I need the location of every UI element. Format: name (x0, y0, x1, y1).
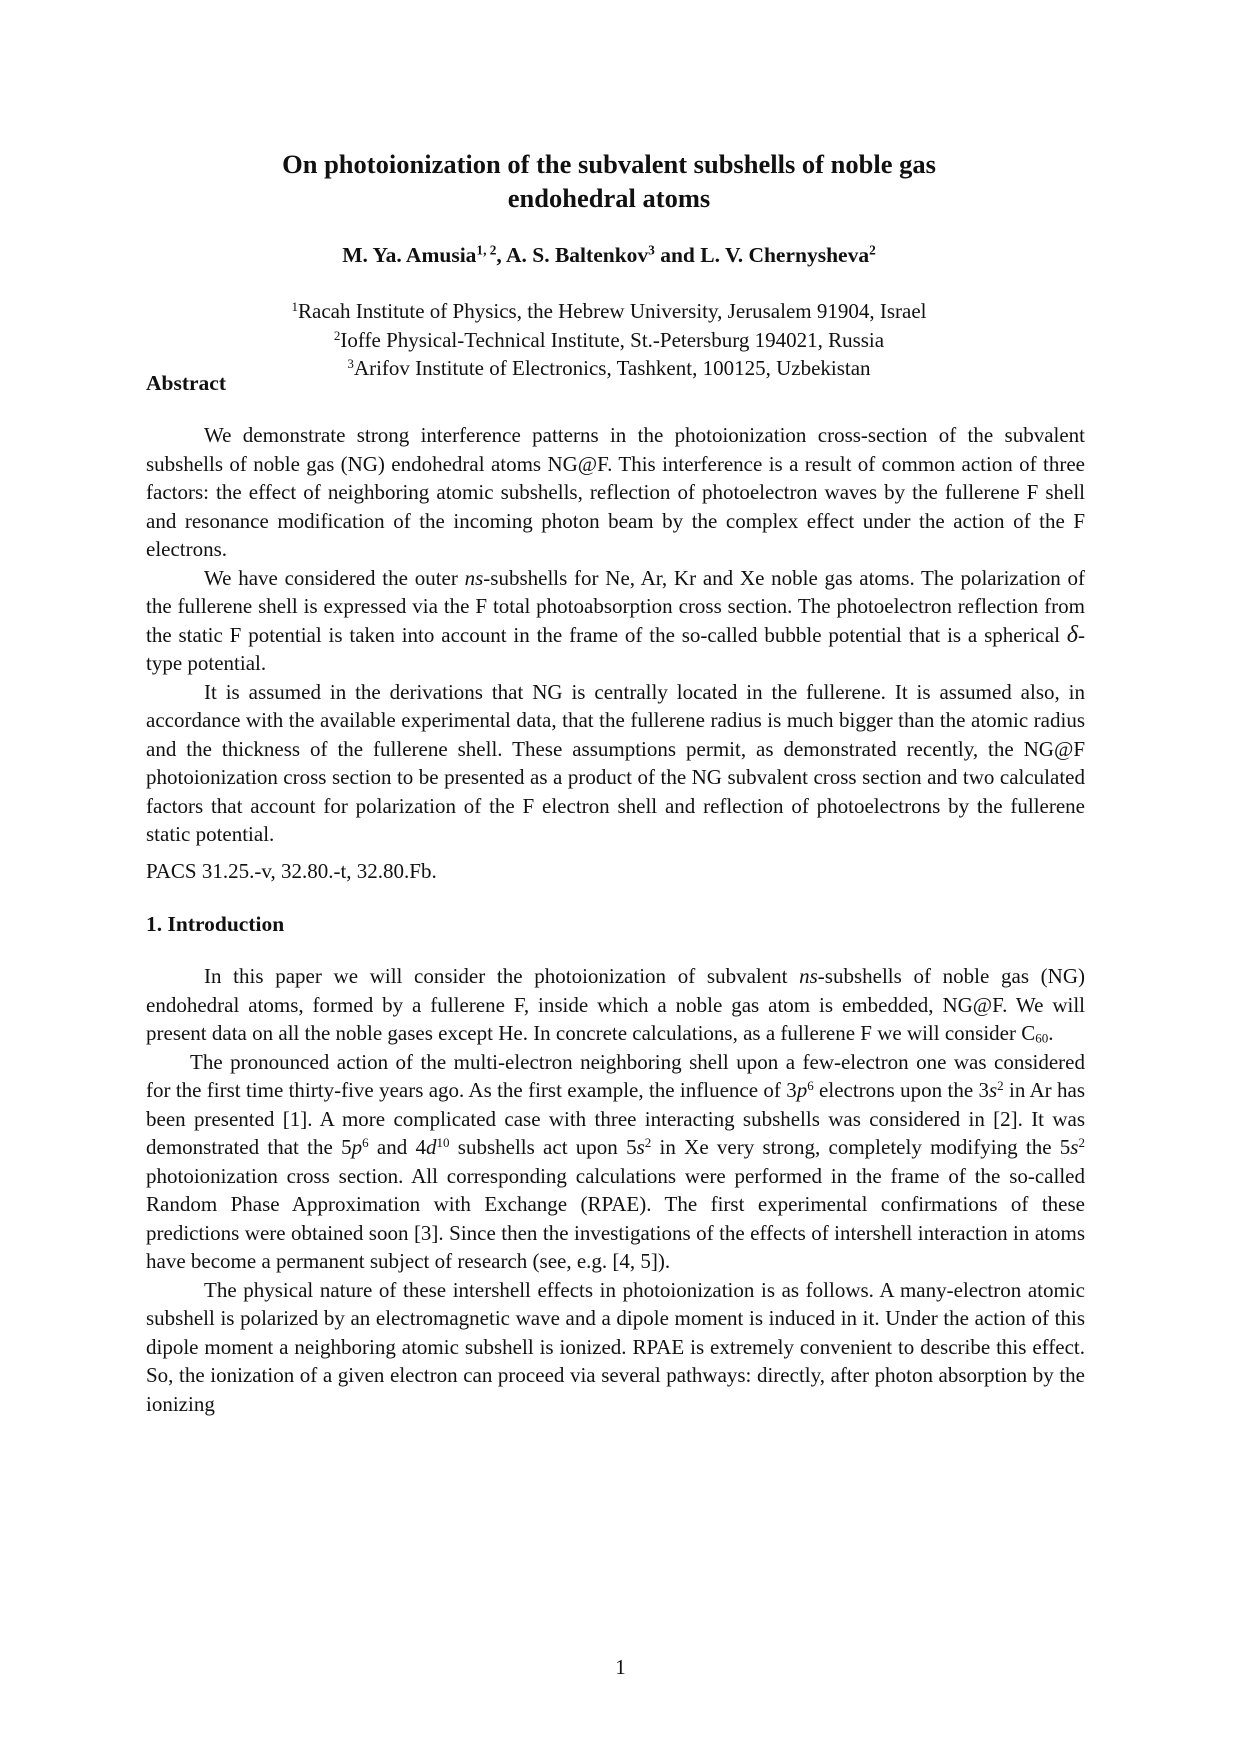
pacs-codes: PACS 31.25.-v, 32.80.-t, 32.80.Fb. (146, 859, 437, 883)
text-run-italic: s (636, 1135, 645, 1159)
superscript: 2 (644, 1134, 652, 1150)
page-number: 1 (615, 1655, 626, 1679)
intro-paragraph-2 (146, 1048, 1085, 1276)
text-run-italic: d (425, 1135, 437, 1159)
delta-symbol: δ (1066, 620, 1078, 648)
text-run: in Xe very strong, completely modifying the 5 (651, 1135, 1071, 1159)
text-run-italic: ns (464, 565, 484, 590)
text-run-italic: ns (799, 964, 818, 988)
affiliation-marker: 3 (347, 355, 354, 371)
author-affil-marker: 3 (648, 242, 655, 258)
introduction-body (146, 962, 1085, 1418)
superscript: 2 (1078, 1134, 1085, 1150)
text-run: We have considered the outer (204, 565, 465, 590)
author-affil-marker: 2 (869, 242, 876, 258)
author-baltenkov: , A. S. Baltenkov (496, 243, 649, 267)
superscript: 2 (997, 1077, 1004, 1093)
title-line-2: endohedral atoms (507, 183, 711, 213)
text-run: and 4 (368, 1135, 426, 1159)
affiliation-text: Arifov Institute of Electronics, Tashkent, 100125, Uzbekistan (353, 356, 871, 380)
paper-title (132, 147, 1086, 215)
affiliation-3 (132, 354, 1086, 383)
text-run-italic: p (351, 1135, 363, 1159)
text-run: -subshells for Ne, Ar, Kr and Xe noble gas atoms. The polarization of the fullerene shell is expressed via the F total photoabsorption cross section. The photoelectron reflection from the static F potential is taken into account in the frame of the so-called bubble potential that is a spherical (146, 565, 1085, 647)
text-run: photoionization cross section. All corresponding calculations were performed in the frame of the so-called Random Phase Approximation with Exchange (RPAE). The first experimental confirmations of these predictions were obtained soon [3]. Since then the investigations of the effects of intershell interaction in atoms have become a permanent subject of research (see, e.g. [4, 5]). (146, 1163, 1085, 1273)
abstract-body (146, 421, 1085, 849)
text-run: -subshells of noble gas (NG) endohedral atoms, formed by a fullerene F, inside which a noble gas atom is embedded, NG@F. We will present data on all the noble gases except He. In concrete calculations, as a fullerene F we will consider C (146, 964, 1085, 1045)
text-run-italic: s (1070, 1135, 1079, 1159)
text-run: -type potential. (146, 622, 1085, 675)
author-affil-marker: 1, 2 (476, 242, 497, 258)
affiliation-list (132, 297, 1086, 383)
intro-paragraph-3: The physical nature of these intershell effects in photoionization is as follows. A many-electron atomic subshell is polarized by an electromagnetic wave and a dipole moment is induced in it. Under the action of this dipole moment a neighboring atomic subshell is ionized. RPAE is extremely convenient to describe this effect. So, the ionization of a given electron can proceed via several pathways: directly, after photon absorption by the ionizing (146, 1277, 1085, 1416)
intro-paragraph-1 (146, 962, 1085, 1048)
superscript: 6 (807, 1077, 814, 1093)
text-run: . (1048, 1021, 1054, 1045)
author-chernysheva: and L. V. Chernysheva (654, 243, 870, 267)
text-run-italic: p (796, 1078, 808, 1102)
affiliation-marker: 2 (333, 327, 341, 343)
affiliation-text: Racah Institute of Physics, the Hebrew University, Jerusalem 91904, Israel (298, 299, 927, 323)
abstract-paragraph-3: It is assumed in the derivations that NG is centrally located in the fullerene. It is assumed also, in accordance with the available experimental data, that the fullerene radius is much bigger than the atomic radius and the thickness of the fullerene shell. These assumptions permit, as demonstrated recently, the NG@F photoionization cross section to be presented as a product of the NG subvalent cross section and two calculated factors that account for polarization of the F electron shell and reflection of photoelectrons by the fullerene static potential. (146, 679, 1085, 846)
affiliation-2 (132, 326, 1086, 355)
text-run: subshells act upon 5 (449, 1135, 637, 1159)
title-line-1: On photoionization of the subvalent subshells of noble gas (282, 149, 936, 179)
author-list (132, 241, 1086, 269)
introduction-heading: 1. Introduction (146, 912, 285, 936)
subscript: 60 (1035, 1030, 1049, 1046)
text-run: in Ar has been presented [1]. A more complicated case with three interacting subshells was considered in [2]. It was demonstrated that the 5 (146, 1078, 1085, 1159)
text-run: The pronounced action of the multi-electron neighboring shell upon a few-electron one was considered for the first time thirty-five years ago. As the first example, the influence of 3 (146, 1049, 1085, 1102)
abstract-paragraph-2 (146, 564, 1085, 678)
abstract-paragraph-1: We demonstrate strong interference patterns in the photoionization cross-section of the subvalent subshells of noble gas (NG) endohedral atoms NG@F. This interference is a result of common action of three factors: the effect of neighboring atomic subshells, reflection of photoelectron waves by the fullerene F shell and resonance modification of the incoming photon beam by the complex effect under the action of the F electrons. (146, 423, 1085, 561)
text-run: In this paper we will consider the photoionization of subvalent (204, 964, 800, 988)
superscript: 6 (362, 1134, 369, 1150)
affiliation-1 (132, 297, 1086, 326)
affiliation-text: Ioffe Physical-Technical Institute, St.-Petersburg 194021, Russia (340, 327, 885, 352)
author-amusia: M. Ya. Amusia (342, 243, 477, 267)
abstract-heading: Abstract (146, 371, 227, 395)
superscript: 10 (436, 1134, 450, 1150)
affiliation-marker: 1 (291, 298, 299, 314)
text-run: electrons upon the 3 (813, 1078, 989, 1102)
text-run-italic: s (988, 1078, 998, 1102)
